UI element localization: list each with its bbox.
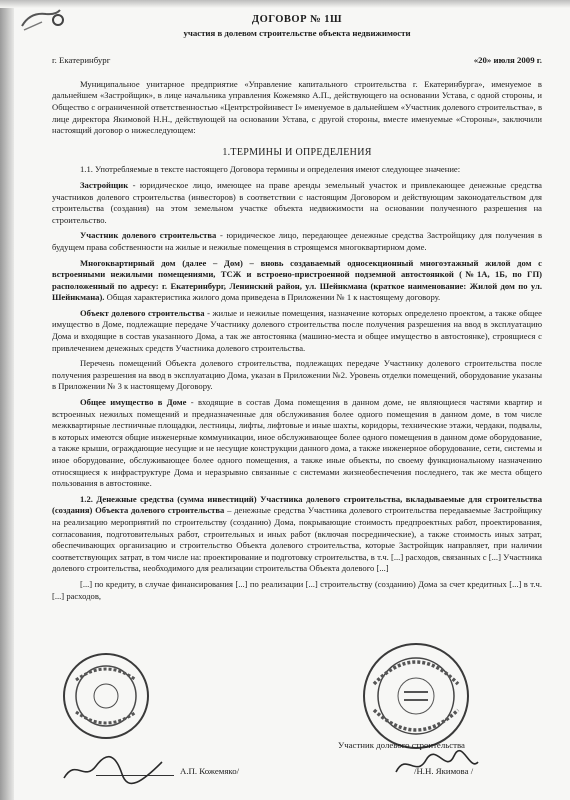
definition-uchastnik [52,230,542,253]
term: Участник долевого строительства [80,230,217,241]
participant-signature-label: Участник долевого строительства [338,740,465,750]
document-title: ДОГОВОР № 1Ш [251,14,343,25]
definition-text: - юридическое лицо, имеющее на праве аренды земельный участок и привлекающее денежные средства участников долевого строительства (инвесторов) в соответствии с настоящим Договором и действующим законодательством для строительства (создания) на этом земельном участке объекта недвижимости на основании полученного разрешения на строительство. [52,179,542,225]
city: г. Екатеринбург [52,55,111,66]
scan-edge-shadow [0,0,14,800]
document-subtitle: участия в долевом строительстве объекта недвижимости [183,27,411,38]
signer-name: /Н.Н. Якимова / [414,766,474,776]
clause-1-2 [52,494,542,575]
definition-text: - юридическое лицо, передающее денежные средства Застройщику для получения в будущем права собственности на жилые и нежилые помещения в строящемся многоквартирном доме. [52,230,542,252]
document-body [52,14,542,606]
term: Застройщик [80,179,129,190]
term: Общее имущество в Доме [80,397,187,408]
definition-common-property [52,397,542,490]
definition-dom [52,258,542,304]
premises-list-paragraph: Перечень помещений Объекта долевого строительства, подлежащих передаче Участнику долевого строительства после получения разрешения на ввод в эксплуатацию Дома, указан в Приложении №2. Уровень отделки помещений, оборудование указаны в Приложении № 3 к настоящему Договору. [52,358,542,392]
term: Многоквартирный дом (далее – Дом) – вновь создаваемый односекционный многоэтажный жилой дом с встроенными нежилыми помещениями, ТСЖ и встроено-пристроенной подземной автостоянкой (№1А, 1Б, по ГП) расположенный по адресу: г. Екатеринбург, Ленинский район, ул. Шейнкмана (краткое наименование: Жилой дом по ул. Шейнкмана). [52,257,542,303]
seal-stamp-left [60,650,152,742]
seal-stamp-right [360,640,472,752]
term: Объект долевого строительства [80,307,205,318]
handwritten-signature-right [392,748,482,782]
definition-text: Общая характеристика жилого дома приведена в Приложении № 1 к настоящему договору. [104,292,441,303]
section-heading: 1.ТЕРМИНЫ И ОПРЕДЕЛЕНИЯ [222,146,372,158]
intro-paragraph: Муниципальное унитарное предприятие «Управление капитального строительства г. Екатеринбурга», именуемое в дальнейшем «Застройщик», в лице начальника управления Кожемяко А.П., действующего на основании Устава, с одной стороны, и Общество с ограниченной ответственностью «Центрстройинвест I» именуемое в дальнейшем «Участник долевого строительства», в лице директора Якимовой Н.Н., действующей на основании Устава, с другой стороны, вместе именуемые «Стороны», заключили настоящий договор о нижеследующем: [52,78,542,136]
definition-object [52,308,542,354]
contract-date: «20» июля 2009 г. [473,55,542,66]
clause-1-2-continued: [...] по кредиту, в случае финансирования [...] по реализации [...] строительству (созданию) Дома за счет кредитных [...] в т.ч. [...] расходов, [52,578,542,601]
definition-text: – денежные средства Участника долевого строительства передаваемые Застройщику на реализацию мероприятий по строительству (созданию) Дома, покрывающие стоимость предпроектных работ, проектирования, согласования, подготовительных работ, строительных и иных работ (включая посреднические), а также стоимость иных затрат, обеспечивающих организацию и строительство Объекта долевого строительства, которые Застройщик направляет, при наличии соответствующих затрат, в том числе на: проектирование и подготовку строительства, в т.ч. [...] расходов, связанных с [...] Участника долевого строительства, необходимого для реализации строительства Объекта долевого [...] [52,505,543,574]
handwritten-signature-left [58,752,168,786]
scan-top-shadow [0,0,570,8]
definition-text: - жилые и нежилые помещения, назначение которых определено проектом, а также общее имущество в Доме, подлежащие передаче Участнику долевого строительства после получения разрешения на ввод в эксплуатацию Дома и входящие в состав указанного Дома, а так же автостоянка (машино-места и общее имущество в автостоянке), строящиеся с привлечением денежных средств Участника долевого строительства. [52,307,542,353]
definition-zastroyshchik [52,180,542,226]
term: 1.2. Денежные средства (сумма инвестиций) Участника долевого строительства, вкладываемые для строительства (создания) Объекта долевого строительства [52,493,542,516]
clause-1-1: 1.1. Употребляемые в тексте настоящего Договора термины и определения имеют следующее значение: [80,164,461,175]
definition-text: - входящие в состав Дома помещения в данном доме, не являющиеся частями квартир и встроенных нежилых помещений и предназначенные для обслуживания более одного помещения в данном доме, в том числе межквартирные лестничные площадки, лестницы, лифты, лифтовые и иные шахты, коридоры, технические этажи, чердаки, подвалы, в которых имеются общие инженерные коммуникации, иное обслуживающее более одного помещения в данном доме оборудование, а также крыши, ограждающие несущие и не несущие конструкции данного дома, а также инженерное оборудование, сети, системы и иное оборудование, обслуживающее более одного помещения, а также иные объекты, по своему функциональному назначению относящиеся к инфраструктуре Дома и неразрывно связанные с системами жизнеобеспечения последнего, так же места общего пользования в автостоянке. [52,397,543,489]
signer-name: А.П. Кожемяко/ [180,766,240,776]
place-date-row [52,55,542,67]
